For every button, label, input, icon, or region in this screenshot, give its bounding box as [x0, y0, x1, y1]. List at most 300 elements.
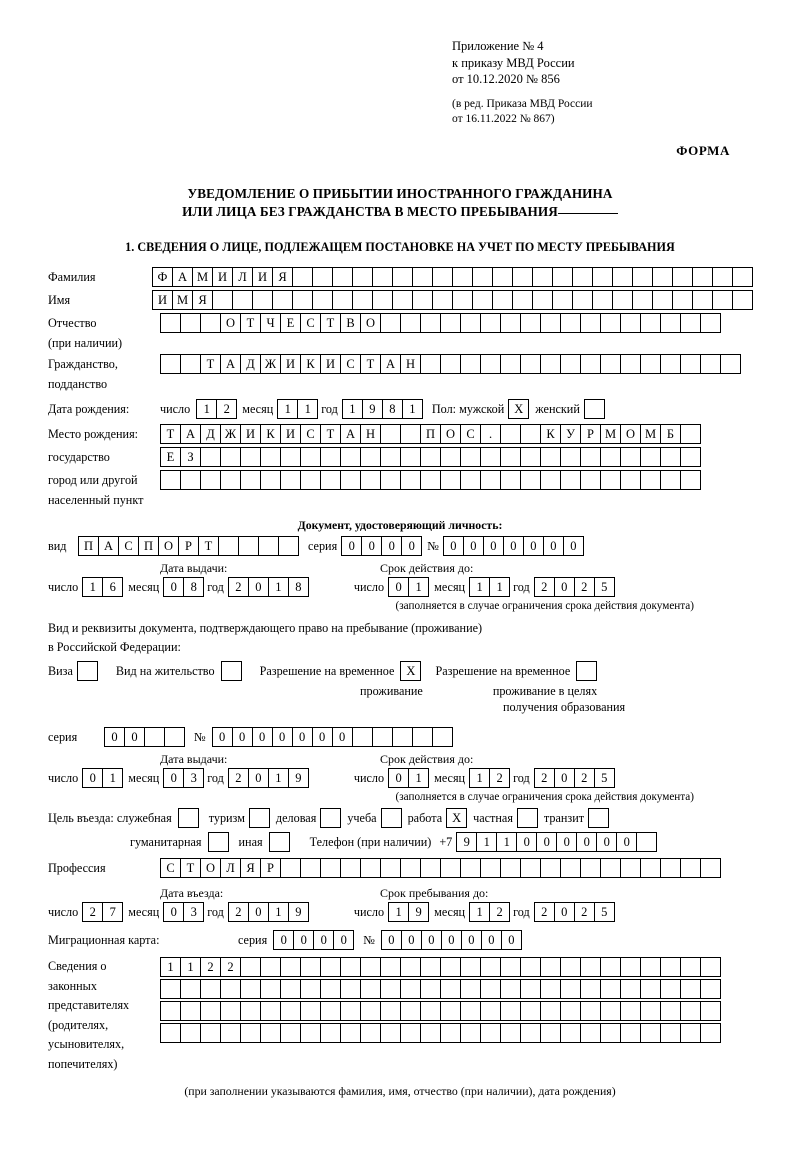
form-cell[interactable]: 8 — [288, 577, 309, 597]
form-cell[interactable]: 1 — [388, 902, 409, 922]
form-cell[interactable]: 0 — [212, 727, 233, 747]
form-cell[interactable] — [540, 470, 561, 490]
form-cell[interactable] — [520, 1001, 541, 1021]
purpose-work-checkbox[interactable]: X — [446, 808, 467, 828]
form-cell[interactable]: И — [280, 424, 301, 444]
form-cell[interactable] — [320, 957, 341, 977]
birth-year-input[interactable] — [342, 399, 422, 419]
form-cell[interactable]: Л — [220, 858, 241, 878]
form-cell[interactable]: 0 — [104, 727, 125, 747]
form-cell[interactable] — [560, 1001, 581, 1021]
form-cell[interactable] — [680, 354, 701, 374]
form-cell[interactable] — [200, 313, 221, 333]
form-cell[interactable]: А — [340, 424, 361, 444]
form-cell[interactable]: 9 — [408, 902, 429, 922]
form-cell[interactable]: 0 — [483, 536, 504, 556]
form-cell[interactable] — [238, 536, 259, 556]
form-cell[interactable] — [420, 957, 441, 977]
form-cell[interactable] — [332, 267, 353, 287]
form-cell[interactable]: 0 — [596, 832, 617, 852]
residence-permit-checkbox[interactable] — [221, 661, 242, 681]
form-cell[interactable]: В — [340, 313, 361, 333]
permit-series-input[interactable] — [104, 727, 184, 747]
form-cell[interactable] — [620, 313, 641, 333]
birth-month-input[interactable] — [277, 399, 317, 419]
form-cell[interactable]: Л — [232, 267, 253, 287]
form-cell[interactable] — [540, 858, 561, 878]
permit-issue-day-input[interactable] — [82, 768, 122, 788]
form-cell[interactable]: П — [78, 536, 99, 556]
form-cell[interactable] — [252, 290, 273, 310]
form-cell[interactable] — [480, 354, 501, 374]
form-cell[interactable] — [240, 447, 261, 467]
form-cell[interactable] — [420, 858, 441, 878]
form-cell[interactable]: А — [98, 536, 119, 556]
form-cell[interactable] — [340, 447, 361, 467]
permit-number-input[interactable] — [212, 727, 452, 747]
form-cell[interactable] — [380, 957, 401, 977]
form-cell[interactable] — [340, 858, 361, 878]
form-cell[interactable]: С — [340, 354, 361, 374]
form-cell[interactable] — [540, 313, 561, 333]
surname-input[interactable] — [152, 267, 752, 287]
form-cell[interactable] — [652, 267, 673, 287]
form-cell[interactable] — [612, 290, 633, 310]
form-cell[interactable]: Т — [160, 424, 181, 444]
form-cell[interactable] — [680, 957, 701, 977]
form-cell[interactable] — [700, 354, 721, 374]
form-cell[interactable] — [560, 979, 581, 999]
form-cell[interactable] — [480, 470, 501, 490]
form-cell[interactable] — [200, 1001, 221, 1021]
form-cell[interactable] — [452, 267, 473, 287]
form-cell[interactable] — [600, 1023, 621, 1043]
form-cell[interactable]: А — [220, 354, 241, 374]
legal-rep-input-row-4[interactable] — [160, 1023, 720, 1043]
entry-month-input[interactable] — [163, 902, 203, 922]
form-cell[interactable] — [460, 470, 481, 490]
form-cell[interactable]: 0 — [248, 577, 269, 597]
form-cell[interactable] — [440, 470, 461, 490]
purpose-service-checkbox[interactable] — [178, 808, 199, 828]
form-cell[interactable] — [392, 267, 413, 287]
form-cell[interactable] — [320, 470, 341, 490]
form-cell[interactable]: Т — [240, 313, 261, 333]
form-cell[interactable]: М — [640, 424, 661, 444]
form-cell[interactable] — [460, 858, 481, 878]
name-input[interactable] — [152, 290, 752, 310]
form-cell[interactable]: 2 — [216, 399, 237, 419]
form-cell[interactable] — [220, 447, 241, 467]
form-cell[interactable] — [340, 979, 361, 999]
form-cell[interactable] — [200, 470, 221, 490]
form-cell[interactable]: 0 — [481, 930, 502, 950]
permit-issue-year-input[interactable] — [228, 768, 308, 788]
form-cell[interactable] — [452, 290, 473, 310]
form-cell[interactable]: 0 — [163, 768, 184, 788]
form-cell[interactable] — [660, 858, 681, 878]
form-cell[interactable] — [320, 1023, 341, 1043]
form-cell[interactable] — [278, 536, 299, 556]
form-cell[interactable]: 1 — [408, 577, 429, 597]
form-cell[interactable] — [560, 470, 581, 490]
form-cell[interactable]: 0 — [163, 902, 184, 922]
form-cell[interactable] — [500, 1001, 521, 1021]
form-cell[interactable] — [732, 290, 753, 310]
form-cell[interactable] — [680, 979, 701, 999]
form-cell[interactable] — [640, 858, 661, 878]
form-cell[interactable] — [700, 957, 721, 977]
form-cell[interactable]: С — [300, 313, 321, 333]
form-cell[interactable]: 8 — [183, 577, 204, 597]
form-cell[interactable] — [660, 313, 681, 333]
form-cell[interactable]: Д — [240, 354, 261, 374]
form-cell[interactable]: 0 — [554, 577, 575, 597]
form-cell[interactable]: 2 — [200, 957, 221, 977]
id-valid-month-input[interactable] — [469, 577, 509, 597]
form-cell[interactable]: Т — [320, 424, 341, 444]
form-cell[interactable]: 2 — [534, 768, 555, 788]
form-cell[interactable] — [220, 470, 241, 490]
form-cell[interactable] — [560, 1023, 581, 1043]
form-cell[interactable] — [352, 267, 373, 287]
form-cell[interactable] — [500, 447, 521, 467]
form-cell[interactable]: 2 — [489, 768, 510, 788]
form-cell[interactable] — [500, 470, 521, 490]
form-cell[interactable] — [164, 727, 185, 747]
form-cell[interactable] — [580, 979, 601, 999]
form-cell[interactable] — [560, 313, 581, 333]
form-cell[interactable] — [240, 979, 261, 999]
form-cell[interactable]: 0 — [124, 727, 145, 747]
form-cell[interactable] — [620, 354, 641, 374]
form-cell[interactable] — [520, 957, 541, 977]
form-cell[interactable] — [360, 1001, 381, 1021]
form-cell[interactable] — [180, 979, 201, 999]
form-cell[interactable] — [300, 1023, 321, 1043]
permit-valid-year-input[interactable] — [534, 768, 614, 788]
form-cell[interactable] — [180, 470, 201, 490]
form-cell[interactable] — [572, 290, 593, 310]
form-cell[interactable] — [640, 979, 661, 999]
form-cell[interactable]: 1 — [102, 768, 123, 788]
form-cell[interactable] — [280, 1023, 301, 1043]
form-cell[interactable] — [712, 290, 733, 310]
form-cell[interactable] — [540, 1001, 561, 1021]
form-cell[interactable] — [380, 979, 401, 999]
form-cell[interactable] — [540, 447, 561, 467]
form-cell[interactable]: М — [172, 290, 193, 310]
form-cell[interactable]: 1 — [180, 957, 201, 977]
form-cell[interactable] — [680, 858, 701, 878]
id-issue-day-input[interactable] — [82, 577, 122, 597]
birth-day-input[interactable] — [196, 399, 236, 419]
form-cell[interactable]: А — [180, 424, 201, 444]
form-cell[interactable] — [680, 447, 701, 467]
form-cell[interactable] — [300, 470, 321, 490]
form-cell[interactable] — [592, 267, 613, 287]
form-cell[interactable] — [636, 832, 657, 852]
form-cell[interactable] — [300, 1001, 321, 1021]
stay-month-input[interactable] — [469, 902, 509, 922]
form-cell[interactable]: 0 — [292, 727, 313, 747]
form-cell[interactable] — [620, 470, 641, 490]
form-cell[interactable] — [680, 424, 701, 444]
form-cell[interactable] — [420, 354, 441, 374]
form-cell[interactable]: 0 — [554, 902, 575, 922]
form-cell[interactable]: 2 — [82, 902, 103, 922]
form-cell[interactable] — [440, 1023, 461, 1043]
form-cell[interactable] — [160, 313, 181, 333]
form-cell[interactable] — [212, 290, 233, 310]
form-cell[interactable] — [352, 290, 373, 310]
form-cell[interactable]: 0 — [312, 727, 333, 747]
form-cell[interactable] — [340, 1001, 361, 1021]
form-cell[interactable] — [412, 727, 433, 747]
form-cell[interactable]: 0 — [463, 536, 484, 556]
purpose-tourism-checkbox[interactable] — [249, 808, 270, 828]
form-cell[interactable]: 0 — [248, 768, 269, 788]
form-cell[interactable] — [620, 1001, 641, 1021]
form-cell[interactable]: 1 — [268, 768, 289, 788]
form-cell[interactable] — [412, 267, 433, 287]
form-cell[interactable] — [460, 1023, 481, 1043]
phone-input[interactable] — [456, 832, 656, 852]
form-cell[interactable] — [500, 979, 521, 999]
form-cell[interactable] — [680, 1001, 701, 1021]
birth-place-state-input[interactable] — [160, 424, 700, 444]
form-cell[interactable] — [680, 470, 701, 490]
temporary-residence-checkbox[interactable]: X — [400, 661, 421, 681]
form-cell[interactable] — [552, 290, 573, 310]
form-cell[interactable] — [352, 727, 373, 747]
form-cell[interactable]: 0 — [616, 832, 637, 852]
form-cell[interactable] — [440, 313, 461, 333]
form-cell[interactable] — [160, 1023, 181, 1043]
form-cell[interactable]: 0 — [388, 577, 409, 597]
form-cell[interactable] — [540, 957, 561, 977]
form-cell[interactable]: Т — [198, 536, 219, 556]
form-cell[interactable] — [360, 447, 381, 467]
form-cell[interactable] — [560, 957, 581, 977]
form-cell[interactable]: Т — [360, 354, 381, 374]
form-cell[interactable] — [640, 313, 661, 333]
form-cell[interactable] — [600, 979, 621, 999]
form-cell[interactable]: Р — [260, 858, 281, 878]
form-cell[interactable] — [700, 1001, 721, 1021]
form-cell[interactable] — [620, 979, 641, 999]
form-cell[interactable]: О — [200, 858, 221, 878]
form-cell[interactable]: Д — [200, 424, 221, 444]
form-cell[interactable] — [720, 354, 741, 374]
form-cell[interactable] — [320, 979, 341, 999]
form-cell[interactable]: Ж — [260, 354, 281, 374]
form-cell[interactable]: 0 — [536, 832, 557, 852]
form-cell[interactable] — [200, 447, 221, 467]
stay-year-input[interactable] — [534, 902, 614, 922]
form-cell[interactable] — [680, 313, 701, 333]
form-cell[interactable] — [340, 470, 361, 490]
form-cell[interactable] — [180, 1023, 201, 1043]
form-cell[interactable] — [732, 267, 753, 287]
form-cell[interactable]: 9 — [362, 399, 383, 419]
form-cell[interactable] — [660, 354, 681, 374]
form-cell[interactable] — [160, 1001, 181, 1021]
form-cell[interactable]: 2 — [574, 577, 595, 597]
form-cell[interactable] — [160, 354, 181, 374]
form-cell[interactable] — [260, 957, 281, 977]
form-cell[interactable]: Т — [200, 354, 221, 374]
form-cell[interactable]: С — [160, 858, 181, 878]
form-cell[interactable] — [440, 354, 461, 374]
form-cell[interactable]: Ж — [220, 424, 241, 444]
form-cell[interactable]: 5 — [594, 902, 615, 922]
form-cell[interactable]: 0 — [313, 930, 334, 950]
form-cell[interactable] — [320, 447, 341, 467]
form-cell[interactable]: 0 — [232, 727, 253, 747]
form-cell[interactable] — [292, 267, 313, 287]
form-cell[interactable]: 9 — [288, 902, 309, 922]
form-cell[interactable]: 5 — [594, 768, 615, 788]
form-cell[interactable]: 0 — [248, 902, 269, 922]
form-cell[interactable]: 2 — [489, 902, 510, 922]
form-cell[interactable] — [520, 470, 541, 490]
form-cell[interactable]: О — [220, 313, 241, 333]
form-cell[interactable]: 0 — [421, 930, 442, 950]
form-cell[interactable] — [380, 1023, 401, 1043]
form-cell[interactable]: 1 — [342, 399, 363, 419]
legal-rep-input-row-2[interactable] — [160, 979, 720, 999]
form-cell[interactable] — [392, 727, 413, 747]
form-cell[interactable]: Ф — [152, 267, 173, 287]
id-number-input[interactable] — [443, 536, 583, 556]
form-cell[interactable]: О — [620, 424, 641, 444]
form-cell[interactable]: Я — [240, 858, 261, 878]
form-cell[interactable] — [500, 957, 521, 977]
form-cell[interactable]: Р — [178, 536, 199, 556]
form-cell[interactable] — [240, 957, 261, 977]
form-cell[interactable] — [660, 979, 681, 999]
form-cell[interactable] — [280, 447, 301, 467]
form-cell[interactable] — [700, 1023, 721, 1043]
form-cell[interactable] — [380, 424, 401, 444]
form-cell[interactable]: 3 — [183, 768, 204, 788]
form-cell[interactable] — [540, 354, 561, 374]
form-cell[interactable] — [160, 979, 181, 999]
form-cell[interactable] — [340, 957, 361, 977]
form-cell[interactable]: И — [252, 267, 273, 287]
form-cell[interactable] — [360, 470, 381, 490]
form-cell[interactable]: 0 — [341, 536, 362, 556]
form-cell[interactable]: 0 — [443, 536, 464, 556]
form-cell[interactable] — [240, 470, 261, 490]
form-cell[interactable]: 2 — [228, 577, 249, 597]
form-cell[interactable] — [672, 290, 693, 310]
form-cell[interactable]: Ч — [260, 313, 281, 333]
form-cell[interactable]: 0 — [401, 930, 422, 950]
purpose-transit-checkbox[interactable] — [588, 808, 609, 828]
entry-day-input[interactable] — [82, 902, 122, 922]
form-cell[interactable] — [580, 1023, 601, 1043]
form-cell[interactable]: К — [300, 354, 321, 374]
form-cell[interactable]: 9 — [288, 768, 309, 788]
permit-issue-month-input[interactable] — [163, 768, 203, 788]
form-cell[interactable] — [200, 979, 221, 999]
form-cell[interactable] — [500, 354, 521, 374]
form-cell[interactable]: 1 — [268, 577, 289, 597]
form-cell[interactable] — [580, 957, 601, 977]
form-cell[interactable] — [260, 1001, 281, 1021]
form-cell[interactable] — [372, 267, 393, 287]
form-cell[interactable] — [700, 858, 721, 878]
legal-rep-input-row-1[interactable] — [160, 957, 720, 977]
form-cell[interactable]: 0 — [82, 768, 103, 788]
form-cell[interactable]: 0 — [516, 832, 537, 852]
form-cell[interactable] — [572, 267, 593, 287]
form-cell[interactable]: З — [180, 447, 201, 467]
form-cell[interactable] — [620, 858, 641, 878]
form-cell[interactable] — [440, 1001, 461, 1021]
form-cell[interactable] — [520, 979, 541, 999]
form-cell[interactable] — [460, 447, 481, 467]
patronymic-input[interactable] — [160, 313, 720, 333]
form-cell[interactable] — [520, 447, 541, 467]
form-cell[interactable] — [260, 447, 281, 467]
form-cell[interactable]: . — [480, 424, 501, 444]
form-cell[interactable] — [440, 447, 461, 467]
form-cell[interactable]: 0 — [163, 577, 184, 597]
form-cell[interactable] — [600, 313, 621, 333]
form-cell[interactable]: 0 — [556, 832, 577, 852]
form-cell[interactable] — [692, 290, 713, 310]
form-cell[interactable]: 0 — [252, 727, 273, 747]
form-cell[interactable] — [400, 313, 421, 333]
form-cell[interactable] — [460, 354, 481, 374]
form-cell[interactable]: И — [240, 424, 261, 444]
form-cell[interactable] — [660, 447, 681, 467]
form-cell[interactable] — [540, 979, 561, 999]
form-cell[interactable] — [260, 1023, 281, 1043]
form-cell[interactable] — [532, 267, 553, 287]
form-cell[interactable] — [520, 858, 541, 878]
form-cell[interactable] — [332, 290, 353, 310]
form-cell[interactable]: И — [320, 354, 341, 374]
form-cell[interactable] — [320, 858, 341, 878]
form-cell[interactable]: 1 — [469, 902, 490, 922]
form-cell[interactable]: 0 — [543, 536, 564, 556]
form-cell[interactable]: Е — [160, 447, 181, 467]
form-cell[interactable] — [480, 957, 501, 977]
form-cell[interactable]: 2 — [574, 902, 595, 922]
form-cell[interactable] — [480, 1001, 501, 1021]
form-cell[interactable]: Н — [400, 354, 421, 374]
form-cell[interactable] — [480, 313, 501, 333]
form-cell[interactable]: Р — [580, 424, 601, 444]
form-cell[interactable]: 8 — [382, 399, 403, 419]
form-cell[interactable]: К — [260, 424, 281, 444]
form-cell[interactable] — [700, 979, 721, 999]
form-cell[interactable]: М — [600, 424, 621, 444]
citizenship-input[interactable] — [160, 354, 740, 374]
form-cell[interactable] — [712, 267, 733, 287]
form-cell[interactable] — [400, 424, 421, 444]
form-cell[interactable] — [492, 290, 513, 310]
form-cell[interactable] — [600, 447, 621, 467]
purpose-other-checkbox[interactable] — [269, 832, 290, 852]
form-cell[interactable]: 6 — [102, 577, 123, 597]
form-cell[interactable] — [600, 858, 621, 878]
purpose-business-checkbox[interactable] — [320, 808, 341, 828]
